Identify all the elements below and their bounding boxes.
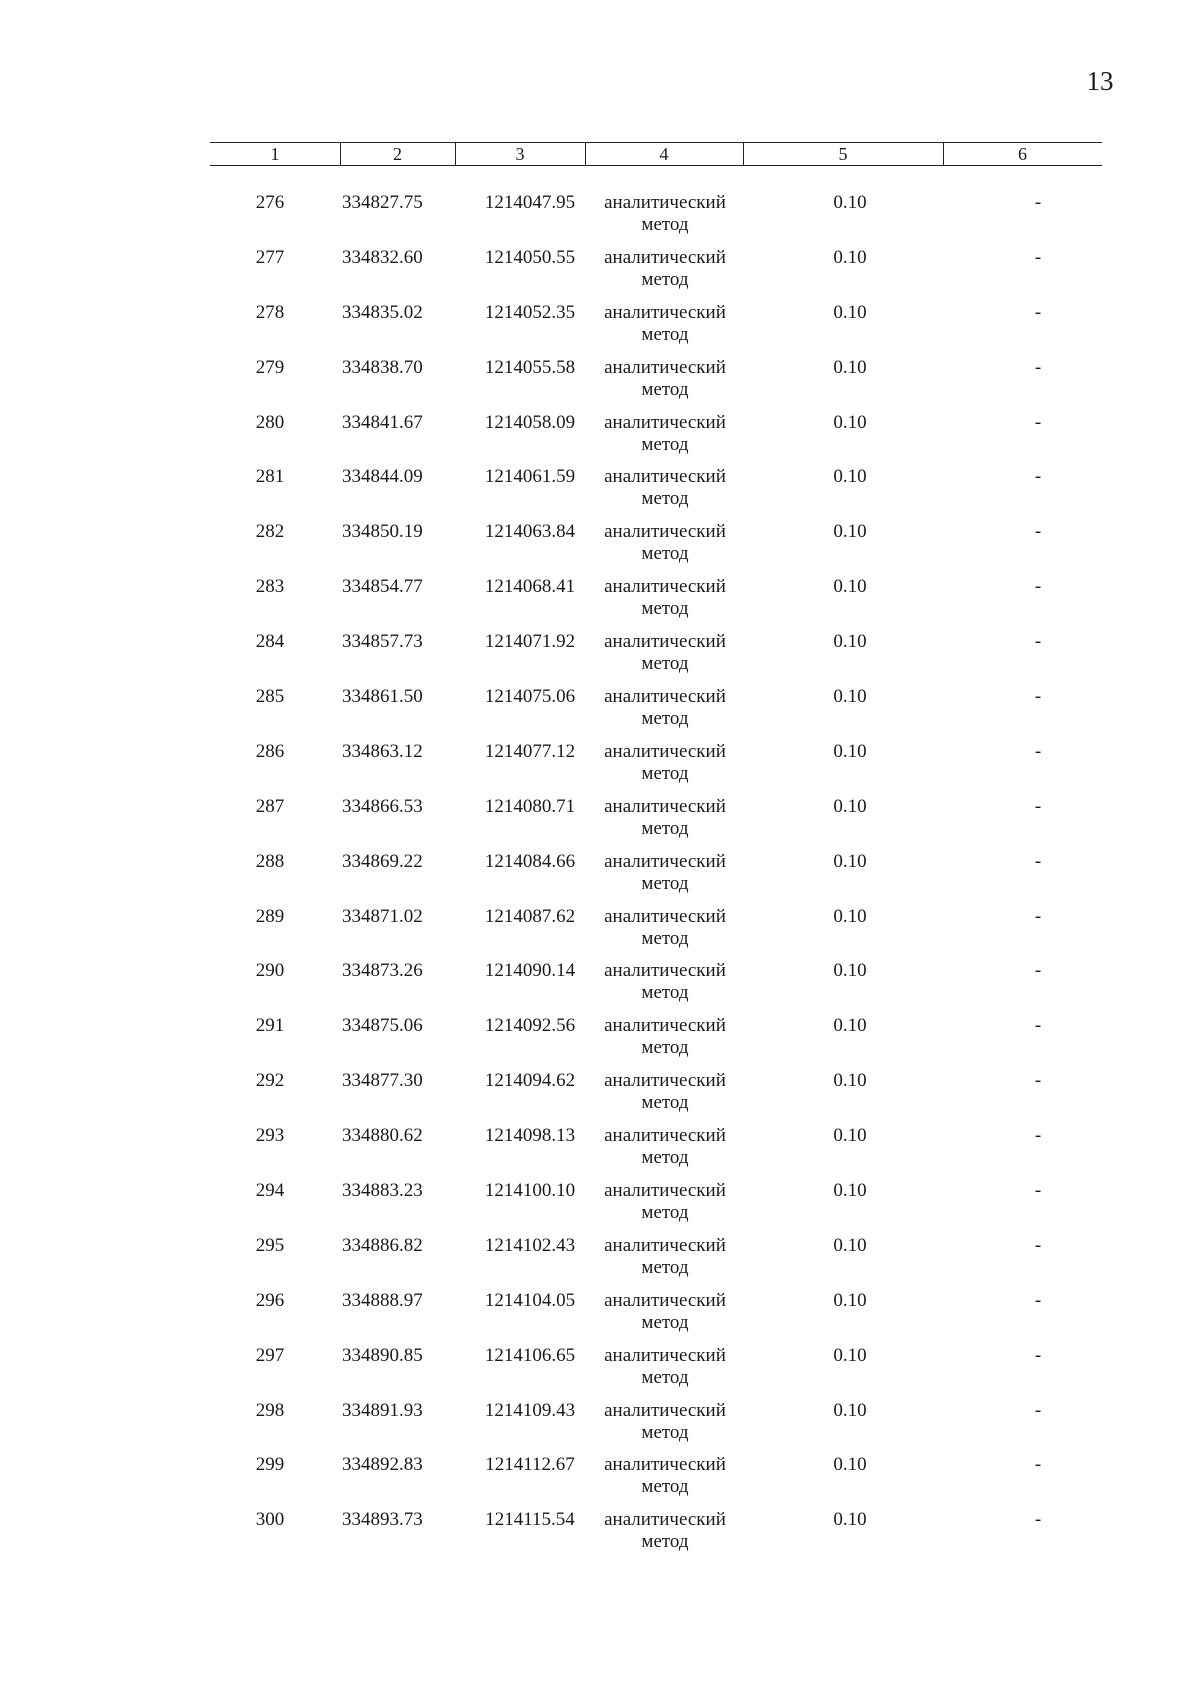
method-line-1: аналитический — [604, 466, 726, 488]
coordinate-y: 1214068.41 — [484, 576, 576, 598]
coordinate-x: 334880.62 — [342, 1125, 423, 1147]
accuracy-value: 0.10 — [833, 1509, 867, 1531]
note-dash: - — [1034, 356, 1042, 378]
table-header — [210, 142, 1102, 166]
coordinate-y: 1214061.59 — [484, 466, 576, 488]
page-number: 13 — [1086, 66, 1114, 96]
method-line-2: метод — [641, 982, 689, 1004]
accuracy-value: 0.10 — [833, 1070, 867, 1092]
accuracy-value: 0.10 — [833, 1180, 867, 1202]
table-body — [210, 192, 1102, 1564]
note-dash: - — [1034, 1454, 1042, 1476]
method-line-1: аналитический — [604, 246, 726, 268]
note-dash: - — [1034, 1399, 1042, 1421]
coordinate-x: 334866.53 — [342, 795, 423, 817]
column-header-6: 6 — [1018, 144, 1027, 164]
coordinate-x: 334827.75 — [342, 192, 423, 213]
accuracy-value: 0.10 — [833, 686, 867, 708]
point-number: 280 — [255, 411, 285, 433]
note-dash: - — [1034, 192, 1042, 213]
coordinate-y: 1214087.62 — [484, 905, 576, 927]
note-dash: - — [1034, 466, 1042, 488]
determination-method — [570, 1454, 760, 1498]
method-line-1: аналитический — [604, 795, 726, 817]
method-line-1: аналитический — [604, 1289, 726, 1311]
coordinate-x: 334888.97 — [342, 1289, 423, 1311]
accuracy-value: 0.10 — [833, 1125, 867, 1147]
method-line-2: метод — [641, 1531, 689, 1553]
point-number: 296 — [255, 1289, 285, 1311]
method-line-1: аналитический — [604, 1454, 726, 1476]
accuracy-value: 0.10 — [833, 192, 867, 213]
coordinate-y: 1214106.65 — [484, 1344, 576, 1366]
table-row — [210, 1400, 1102, 1455]
note-dash: - — [1034, 686, 1042, 708]
determination-method — [570, 686, 760, 730]
accuracy-value: 0.10 — [833, 960, 867, 982]
coordinate-x: 334854.77 — [342, 576, 423, 598]
table-row — [210, 1290, 1102, 1345]
coordinate-x: 334869.22 — [342, 850, 423, 872]
method-line-1: аналитический — [604, 301, 726, 323]
method-line-1: аналитический — [604, 576, 726, 598]
method-line-2: метод — [641, 378, 689, 400]
coordinate-y: 1214092.56 — [484, 1015, 576, 1037]
method-line-1: аналитический — [604, 521, 726, 543]
method-line-1: аналитический — [604, 1180, 726, 1202]
point-number: 285 — [255, 686, 285, 708]
determination-method — [570, 960, 760, 1004]
coordinate-x: 334850.19 — [342, 521, 423, 543]
determination-method — [570, 1015, 760, 1059]
determination-method — [570, 412, 760, 456]
table-row — [210, 192, 1102, 247]
table-row — [210, 521, 1102, 576]
note-dash: - — [1034, 301, 1042, 323]
method-line-1: аналитический — [604, 1070, 726, 1092]
accuracy-value: 0.10 — [833, 631, 867, 653]
method-line-2: метод — [641, 214, 689, 235]
coordinate-y: 1214112.67 — [485, 1454, 575, 1476]
accuracy-value: 0.10 — [833, 521, 867, 543]
method-line-1: аналитический — [604, 1399, 726, 1421]
determination-method — [570, 357, 760, 401]
determination-method — [570, 1400, 760, 1444]
table-row — [210, 960, 1102, 1015]
point-number: 288 — [255, 850, 285, 872]
point-number: 282 — [255, 521, 285, 543]
method-line-2: метод — [641, 1037, 689, 1059]
method-line-1: аналитический — [604, 1125, 726, 1147]
note-dash: - — [1034, 411, 1042, 433]
note-dash: - — [1034, 1015, 1042, 1037]
coordinate-y: 1214055.58 — [484, 356, 576, 378]
point-number: 298 — [255, 1399, 285, 1421]
method-line-2: метод — [641, 927, 689, 949]
method-line-1: аналитический — [604, 1234, 726, 1256]
determination-method — [570, 521, 760, 565]
coordinate-y: 1214100.10 — [484, 1180, 576, 1202]
table-row — [210, 1125, 1102, 1180]
point-number: 284 — [255, 631, 285, 653]
point-number: 299 — [255, 1454, 285, 1476]
coordinate-x: 334841.67 — [342, 411, 423, 433]
column-header-4: 4 — [585, 143, 744, 165]
method-line-1: аналитический — [604, 850, 726, 872]
method-line-1: аналитический — [604, 740, 726, 762]
table-row — [210, 466, 1102, 521]
method-line-1: аналитический — [604, 905, 726, 927]
coordinate-y: 1214104.05 — [484, 1289, 576, 1311]
point-number: 293 — [255, 1125, 285, 1147]
coordinate-y: 1214090.14 — [484, 960, 576, 982]
accuracy-value: 0.10 — [833, 576, 867, 598]
note-dash: - — [1034, 1180, 1042, 1202]
determination-method — [570, 1070, 760, 1114]
accuracy-value: 0.10 — [833, 301, 867, 323]
note-dash: - — [1034, 246, 1042, 268]
method-line-2: метод — [641, 1311, 689, 1333]
table-row — [210, 906, 1102, 961]
accuracy-value: 0.10 — [833, 1399, 867, 1421]
coordinate-y: 1214094.62 — [484, 1070, 576, 1092]
coordinate-x: 334890.85 — [342, 1344, 423, 1366]
accuracy-value: 0.10 — [833, 466, 867, 488]
method-line-1: аналитический — [604, 192, 726, 213]
method-line-2: метод — [641, 762, 689, 784]
coordinate-y: 1214098.13 — [484, 1125, 576, 1147]
method-line-2: метод — [641, 433, 689, 455]
method-line-2: метод — [641, 1366, 689, 1388]
coordinate-x: 334891.93 — [342, 1399, 423, 1421]
point-number: 276 — [255, 192, 285, 213]
table-row — [210, 1070, 1102, 1125]
coordinate-y: 1214063.84 — [484, 521, 576, 543]
coordinate-x: 334844.09 — [342, 466, 423, 488]
coordinate-x: 334875.06 — [342, 1015, 423, 1037]
column-header-2: 2 — [340, 143, 456, 165]
method-line-2: метод — [641, 708, 689, 730]
note-dash: - — [1034, 631, 1042, 653]
accuracy-value: 0.10 — [833, 411, 867, 433]
note-dash: - — [1034, 905, 1042, 927]
determination-method — [570, 192, 760, 236]
table-row — [210, 412, 1102, 467]
method-line-1: аналитический — [604, 411, 726, 433]
method-line-1: аналитический — [604, 1015, 726, 1037]
table-row — [210, 686, 1102, 741]
method-line-1: аналитический — [604, 1509, 726, 1531]
method-line-2: метод — [641, 268, 689, 290]
method-line-2: метод — [641, 598, 689, 620]
table-row — [210, 1180, 1102, 1235]
coordinate-y: 1214047.95 — [484, 192, 576, 213]
note-dash: - — [1034, 1234, 1042, 1256]
determination-method — [570, 796, 760, 840]
coordinate-x: 334877.30 — [342, 1070, 423, 1092]
coordinate-x: 334863.12 — [342, 740, 423, 762]
accuracy-value: 0.10 — [833, 740, 867, 762]
coordinate-y: 1214050.55 — [484, 246, 576, 268]
coordinate-x: 334893.73 — [342, 1509, 423, 1531]
determination-method — [570, 302, 760, 346]
determination-method — [570, 1125, 760, 1169]
coordinate-x: 334871.02 — [342, 905, 423, 927]
point-number: 294 — [255, 1180, 285, 1202]
coordinate-x: 334873.26 — [342, 960, 423, 982]
table-row — [210, 796, 1102, 851]
point-number: 295 — [255, 1234, 285, 1256]
point-number: 281 — [255, 466, 285, 488]
determination-method — [570, 247, 760, 291]
method-line-2: метод — [641, 323, 689, 345]
method-line-1: аналитический — [604, 960, 726, 982]
determination-method — [570, 851, 760, 895]
method-line-2: метод — [641, 1147, 689, 1169]
coordinate-x: 334832.60 — [342, 246, 423, 268]
coordinate-y: 1214071.92 — [484, 631, 576, 653]
note-dash: - — [1034, 1344, 1042, 1366]
note-dash: - — [1034, 1125, 1042, 1147]
determination-method — [570, 1180, 760, 1224]
method-line-1: аналитический — [604, 1344, 726, 1366]
coordinate-x: 334857.73 — [342, 631, 423, 653]
method-line-2: метод — [641, 653, 689, 675]
note-dash: - — [1034, 850, 1042, 872]
accuracy-value: 0.10 — [833, 850, 867, 872]
method-line-2: метод — [641, 1421, 689, 1443]
table-row — [210, 302, 1102, 357]
coordinate-y: 1214115.54 — [485, 1509, 575, 1531]
note-dash: - — [1034, 1289, 1042, 1311]
determination-method — [570, 741, 760, 785]
table-row — [210, 1235, 1102, 1290]
note-dash: - — [1034, 960, 1042, 982]
point-number: 300 — [255, 1509, 285, 1531]
coordinate-x: 334892.83 — [342, 1454, 423, 1476]
method-line-2: метод — [641, 817, 689, 839]
point-number: 286 — [255, 740, 285, 762]
determination-method — [570, 466, 760, 510]
accuracy-value: 0.10 — [833, 1289, 867, 1311]
note-dash: - — [1034, 740, 1042, 762]
table-row — [210, 357, 1102, 412]
determination-method — [570, 1290, 760, 1334]
determination-method — [570, 1235, 760, 1279]
accuracy-value: 0.10 — [833, 356, 867, 378]
column-header-1: 1 — [210, 143, 341, 165]
coordinate-y: 1214077.12 — [484, 740, 576, 762]
accuracy-value: 0.10 — [833, 795, 867, 817]
coordinate-x: 334886.82 — [342, 1234, 423, 1256]
coordinate-x: 334838.70 — [342, 356, 423, 378]
table-row — [210, 1509, 1102, 1564]
note-dash: - — [1034, 1509, 1042, 1531]
accuracy-value: 0.10 — [833, 246, 867, 268]
point-number: 291 — [255, 1015, 285, 1037]
point-number: 289 — [255, 905, 285, 927]
method-line-2: метод — [641, 1476, 689, 1498]
note-dash: - — [1034, 521, 1042, 543]
method-line-2: метод — [641, 543, 689, 565]
table-row — [210, 247, 1102, 302]
note-dash: - — [1034, 795, 1042, 817]
point-number: 297 — [255, 1344, 285, 1366]
table-row — [210, 741, 1102, 796]
determination-method — [570, 1509, 760, 1553]
note-dash: - — [1034, 1070, 1042, 1092]
method-line-2: метод — [641, 488, 689, 510]
column-header-5: 5 — [743, 143, 944, 165]
table-row — [210, 1454, 1102, 1509]
method-line-1: аналитический — [604, 356, 726, 378]
accuracy-value: 0.10 — [833, 1015, 867, 1037]
accuracy-value: 0.10 — [833, 1344, 867, 1366]
note-dash: - — [1034, 576, 1042, 598]
point-number: 287 — [255, 795, 285, 817]
method-line-2: метод — [641, 872, 689, 894]
coordinate-y: 1214109.43 — [484, 1399, 576, 1421]
table-row — [210, 1345, 1102, 1400]
coordinate-y: 1214058.09 — [484, 411, 576, 433]
accuracy-value: 0.10 — [833, 905, 867, 927]
point-number: 279 — [255, 356, 285, 378]
accuracy-value: 0.10 — [833, 1454, 867, 1476]
method-line-1: аналитический — [604, 686, 726, 708]
coordinate-x: 334883.23 — [342, 1180, 423, 1202]
method-line-2: метод — [641, 1256, 689, 1278]
determination-method — [570, 906, 760, 950]
determination-method — [570, 631, 760, 675]
table-row — [210, 1015, 1102, 1070]
coordinate-y: 1214084.66 — [484, 850, 576, 872]
accuracy-value: 0.10 — [833, 1234, 867, 1256]
coordinate-y: 1214080.71 — [484, 795, 576, 817]
coordinate-x: 334835.02 — [342, 301, 423, 323]
point-number: 277 — [255, 246, 285, 268]
column-header-3: 3 — [455, 143, 586, 165]
coordinate-y: 1214075.06 — [484, 686, 576, 708]
method-line-2: метод — [641, 1202, 689, 1224]
coordinate-y: 1214102.43 — [484, 1234, 576, 1256]
point-number: 290 — [255, 960, 285, 982]
table-row — [210, 851, 1102, 906]
method-line-1: аналитический — [604, 631, 726, 653]
coordinate-y: 1214052.35 — [484, 301, 576, 323]
point-number: 278 — [255, 301, 285, 323]
table-row — [210, 576, 1102, 631]
method-line-2: метод — [641, 1092, 689, 1114]
point-number: 292 — [255, 1070, 285, 1092]
determination-method — [570, 576, 760, 620]
table-row — [210, 631, 1102, 686]
determination-method — [570, 1345, 760, 1389]
coordinate-x: 334861.50 — [342, 686, 423, 708]
point-number: 283 — [255, 576, 285, 598]
